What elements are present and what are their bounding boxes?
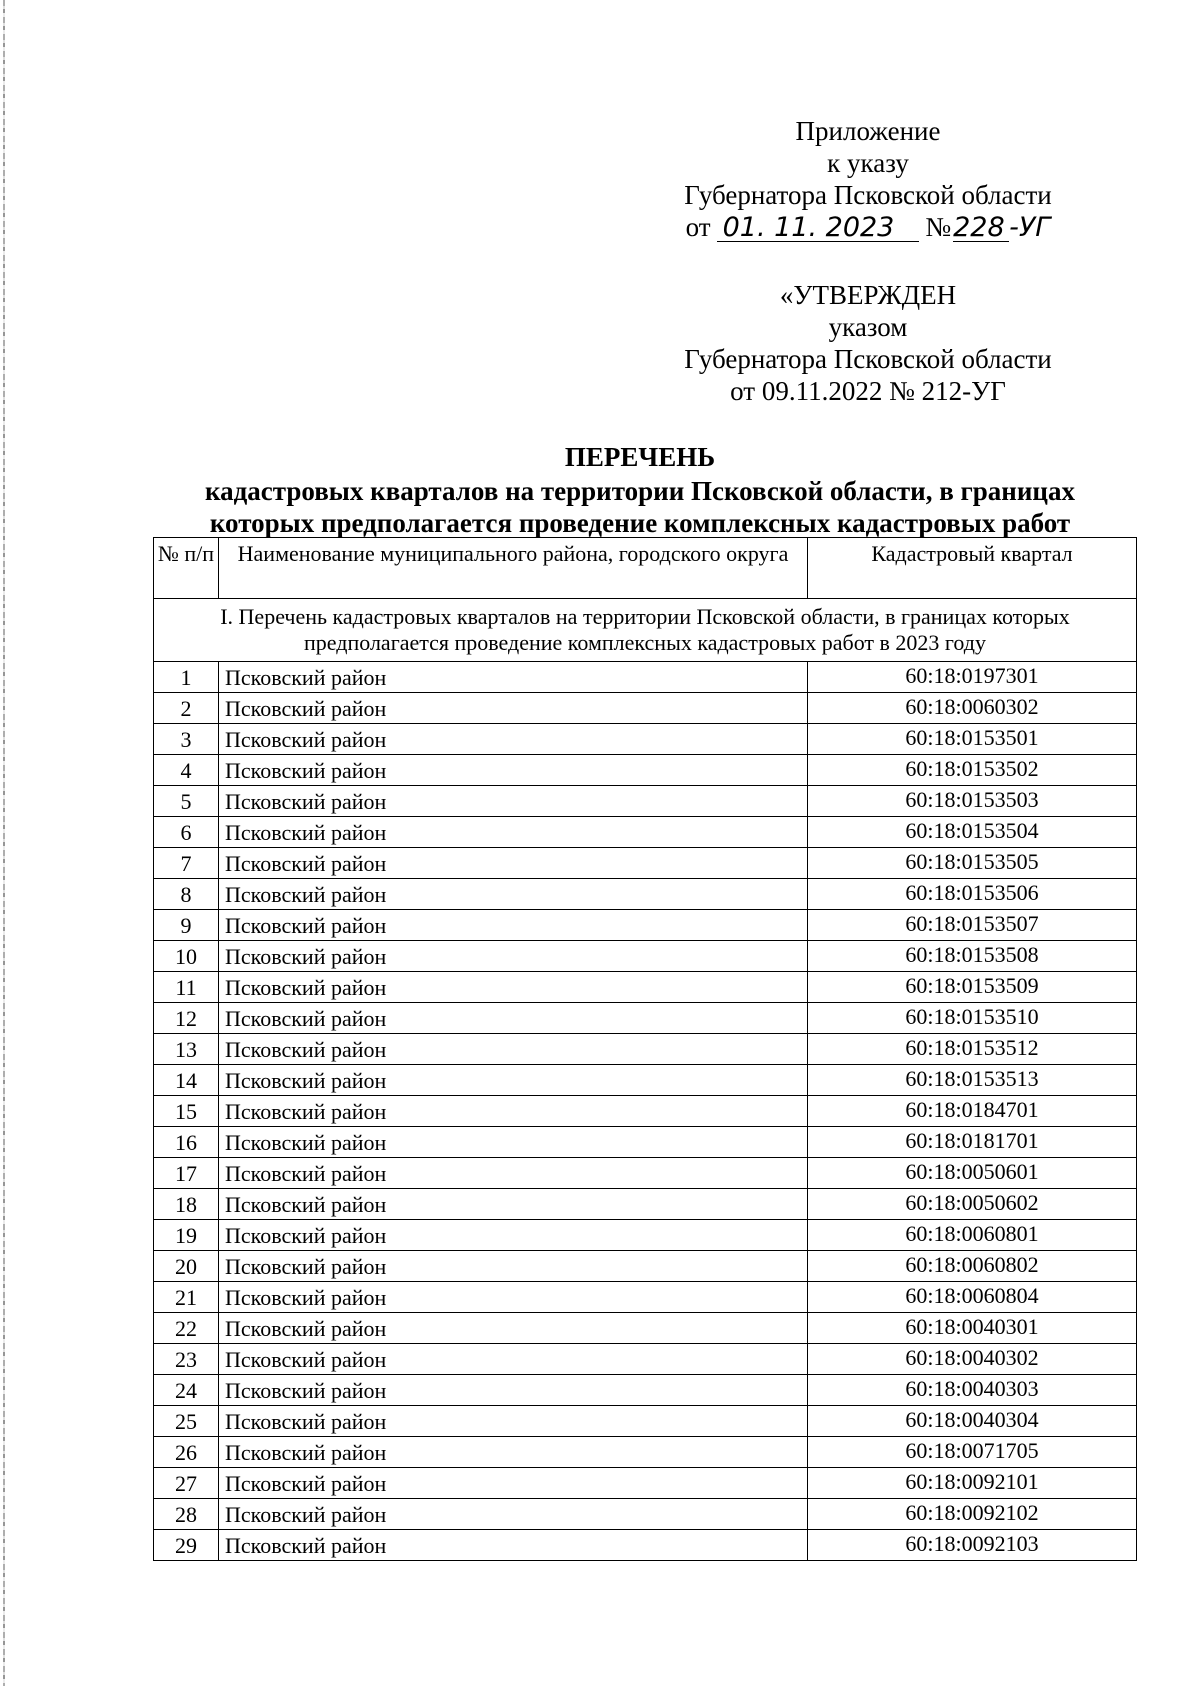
header-district: Наименование муниципального района, городского округа (219, 538, 808, 599)
row-quarter: 60:18:0153504 (808, 817, 1137, 848)
row-district: Псковский район (219, 662, 808, 693)
approved-header (648, 279, 1088, 407)
row-number: 18 (154, 1189, 219, 1220)
row-district: Псковский район (219, 972, 808, 1003)
appendix-date-line (648, 211, 1088, 244)
row-quarter: 60:18:0153505 (808, 848, 1137, 879)
row-quarter: 60:18:0153508 (808, 941, 1137, 972)
section-row (154, 599, 1137, 662)
row-quarter: 60:18:0153507 (808, 910, 1137, 941)
document-title: ПЕРЕЧЕНЬ (564, 442, 716, 472)
row-district: Псковский район (219, 755, 808, 786)
row-number: 28 (154, 1499, 219, 1530)
row-quarter: 60:18:0153501 (808, 724, 1137, 755)
row-quarter: 60:18:0060801 (808, 1220, 1137, 1251)
approved-line: «УТВЕРЖДЕН (779, 280, 957, 310)
row-district: Псковский район (219, 1530, 808, 1561)
row-number: 16 (154, 1127, 219, 1158)
row-district: Псковский район (219, 1344, 808, 1375)
table-row (154, 848, 1137, 879)
row-quarter: 60:18:0050601 (808, 1158, 1137, 1189)
row-number: 10 (154, 941, 219, 972)
row-number: 2 (154, 693, 219, 724)
row-quarter: 60:18:0060802 (808, 1251, 1137, 1282)
row-district: Псковский район (219, 1065, 808, 1096)
row-quarter: 60:18:0092103 (808, 1530, 1137, 1561)
handwritten-date: 01. 11. 2023 (717, 215, 919, 242)
row-district: Псковский район (219, 1220, 808, 1251)
row-quarter: 60:18:0060804 (808, 1282, 1137, 1313)
row-district: Псковский район (219, 1468, 808, 1499)
table-row (154, 1468, 1137, 1499)
table-row (154, 1220, 1137, 1251)
row-number: 7 (154, 848, 219, 879)
row-district: Псковский район (219, 1189, 808, 1220)
table-row (154, 755, 1137, 786)
table-row (154, 1096, 1137, 1127)
row-number: 29 (154, 1530, 219, 1561)
row-district: Псковский район (219, 1499, 808, 1530)
row-number: 19 (154, 1220, 219, 1251)
table-header-row (154, 538, 1137, 599)
approved-line: Губернатора Псковской области (684, 344, 1052, 374)
row-quarter: 60:18:0197301 (808, 662, 1137, 693)
table-row (154, 1530, 1137, 1561)
row-quarter: 60:18:0153512 (808, 1034, 1137, 1065)
row-quarter: 60:18:0060302 (808, 693, 1137, 724)
row-district: Псковский район (219, 1158, 808, 1189)
approved-line: от 09.11.2022 № 212-УГ (730, 376, 1006, 406)
row-number: 6 (154, 817, 219, 848)
table-row (154, 662, 1137, 693)
table-row (154, 1189, 1137, 1220)
appendix-line: Губернатора Псковской области (684, 180, 1052, 210)
row-quarter: 60:18:0071705 (808, 1437, 1137, 1468)
table-row (154, 1127, 1137, 1158)
row-district: Псковский район (219, 817, 808, 848)
table-row (154, 1251, 1137, 1282)
row-quarter: 60:18:0184701 (808, 1096, 1137, 1127)
row-quarter: 60:18:0040304 (808, 1406, 1137, 1437)
row-quarter: 60:18:0040301 (808, 1313, 1137, 1344)
handwritten-number: 228 (953, 215, 1009, 242)
date-prefix: от (685, 212, 711, 242)
row-district: Псковский район (219, 724, 808, 755)
row-number: 25 (154, 1406, 219, 1437)
cadastral-quarters-table (153, 537, 1137, 1561)
row-number: 4 (154, 755, 219, 786)
row-number: 8 (154, 879, 219, 910)
row-number: 22 (154, 1313, 219, 1344)
row-number: 15 (154, 1096, 219, 1127)
row-quarter: 60:18:0050602 (808, 1189, 1137, 1220)
row-number: 20 (154, 1251, 219, 1282)
document-subtitle: которых предполагается проведение комплексных кадастровых работ (209, 508, 1071, 538)
approved-line: указом (828, 312, 908, 342)
row-number: 13 (154, 1034, 219, 1065)
row-district: Псковский район (219, 1406, 808, 1437)
table-row (154, 724, 1137, 755)
row-district: Псковский район (219, 1313, 808, 1344)
row-quarter: 60:18:0153509 (808, 972, 1137, 1003)
row-district: Псковский район (219, 1251, 808, 1282)
table-row (154, 1437, 1137, 1468)
table-row (154, 879, 1137, 910)
row-quarter: 60:18:0092101 (808, 1468, 1137, 1499)
row-district: Псковский район (219, 848, 808, 879)
row-number: 21 (154, 1282, 219, 1313)
row-district: Псковский район (219, 693, 808, 724)
row-number: 12 (154, 1003, 219, 1034)
table-row (154, 1065, 1137, 1096)
row-quarter: 60:18:0153506 (808, 879, 1137, 910)
appendix-line: к указу (827, 148, 909, 178)
handwritten-number-suffix: -УГ (1009, 212, 1051, 243)
table-row (154, 1344, 1137, 1375)
row-number: 24 (154, 1375, 219, 1406)
table-row (154, 1003, 1137, 1034)
row-district: Псковский район (219, 1375, 808, 1406)
header-quarter: Кадастровый квартал (808, 538, 1137, 599)
document-subtitle: кадастровых кварталов на территории Псковской области, в границах (205, 476, 1075, 506)
row-district: Псковский район (219, 879, 808, 910)
row-number: 26 (154, 1437, 219, 1468)
row-number: 1 (154, 662, 219, 693)
table-row (154, 1406, 1137, 1437)
row-quarter: 60:18:0040302 (808, 1344, 1137, 1375)
section-title: I. Перечень кадастровых кварталов на территории Псковской области, в границах которых предполагается проведение комплексных кадастровых работ в 2023 году (154, 599, 1137, 662)
table-row (154, 1282, 1137, 1313)
row-number: 14 (154, 1065, 219, 1096)
row-quarter: 60:18:0181701 (808, 1127, 1137, 1158)
table-row (154, 1375, 1137, 1406)
row-number: 11 (154, 972, 219, 1003)
row-district: Псковский район (219, 941, 808, 972)
table-row (154, 972, 1137, 1003)
table-row (154, 941, 1137, 972)
row-number: 5 (154, 786, 219, 817)
table-row (154, 817, 1137, 848)
row-number: 27 (154, 1468, 219, 1499)
row-number: 17 (154, 1158, 219, 1189)
row-quarter: 60:18:0153510 (808, 1003, 1137, 1034)
row-district: Псковский район (219, 1096, 808, 1127)
row-quarter: 60:18:0153503 (808, 786, 1137, 817)
header-number: № п/п (154, 538, 219, 599)
row-quarter: 60:18:0153502 (808, 755, 1137, 786)
row-number: 9 (154, 910, 219, 941)
appendix-header (648, 115, 1088, 244)
scan-edge-artifact (3, 0, 5, 1686)
table-row (154, 1034, 1137, 1065)
row-district: Псковский район (219, 1003, 808, 1034)
table-row (154, 693, 1137, 724)
row-number: 3 (154, 724, 219, 755)
table-row (154, 1313, 1137, 1344)
row-district: Псковский район (219, 1034, 808, 1065)
number-prefix: № (925, 212, 952, 242)
table-row (154, 910, 1137, 941)
appendix-line: Приложение (795, 116, 941, 146)
row-quarter: 60:18:0040303 (808, 1375, 1137, 1406)
table-row (154, 1499, 1137, 1530)
row-district: Псковский район (219, 1127, 808, 1158)
row-district: Псковский район (219, 1282, 808, 1313)
row-district: Псковский район (219, 1437, 808, 1468)
row-quarter: 60:18:0153513 (808, 1065, 1137, 1096)
row-quarter: 60:18:0092102 (808, 1499, 1137, 1530)
row-district: Псковский район (219, 910, 808, 941)
table-row (154, 1158, 1137, 1189)
row-district: Псковский район (219, 786, 808, 817)
row-number: 23 (154, 1344, 219, 1375)
table-row (154, 786, 1137, 817)
